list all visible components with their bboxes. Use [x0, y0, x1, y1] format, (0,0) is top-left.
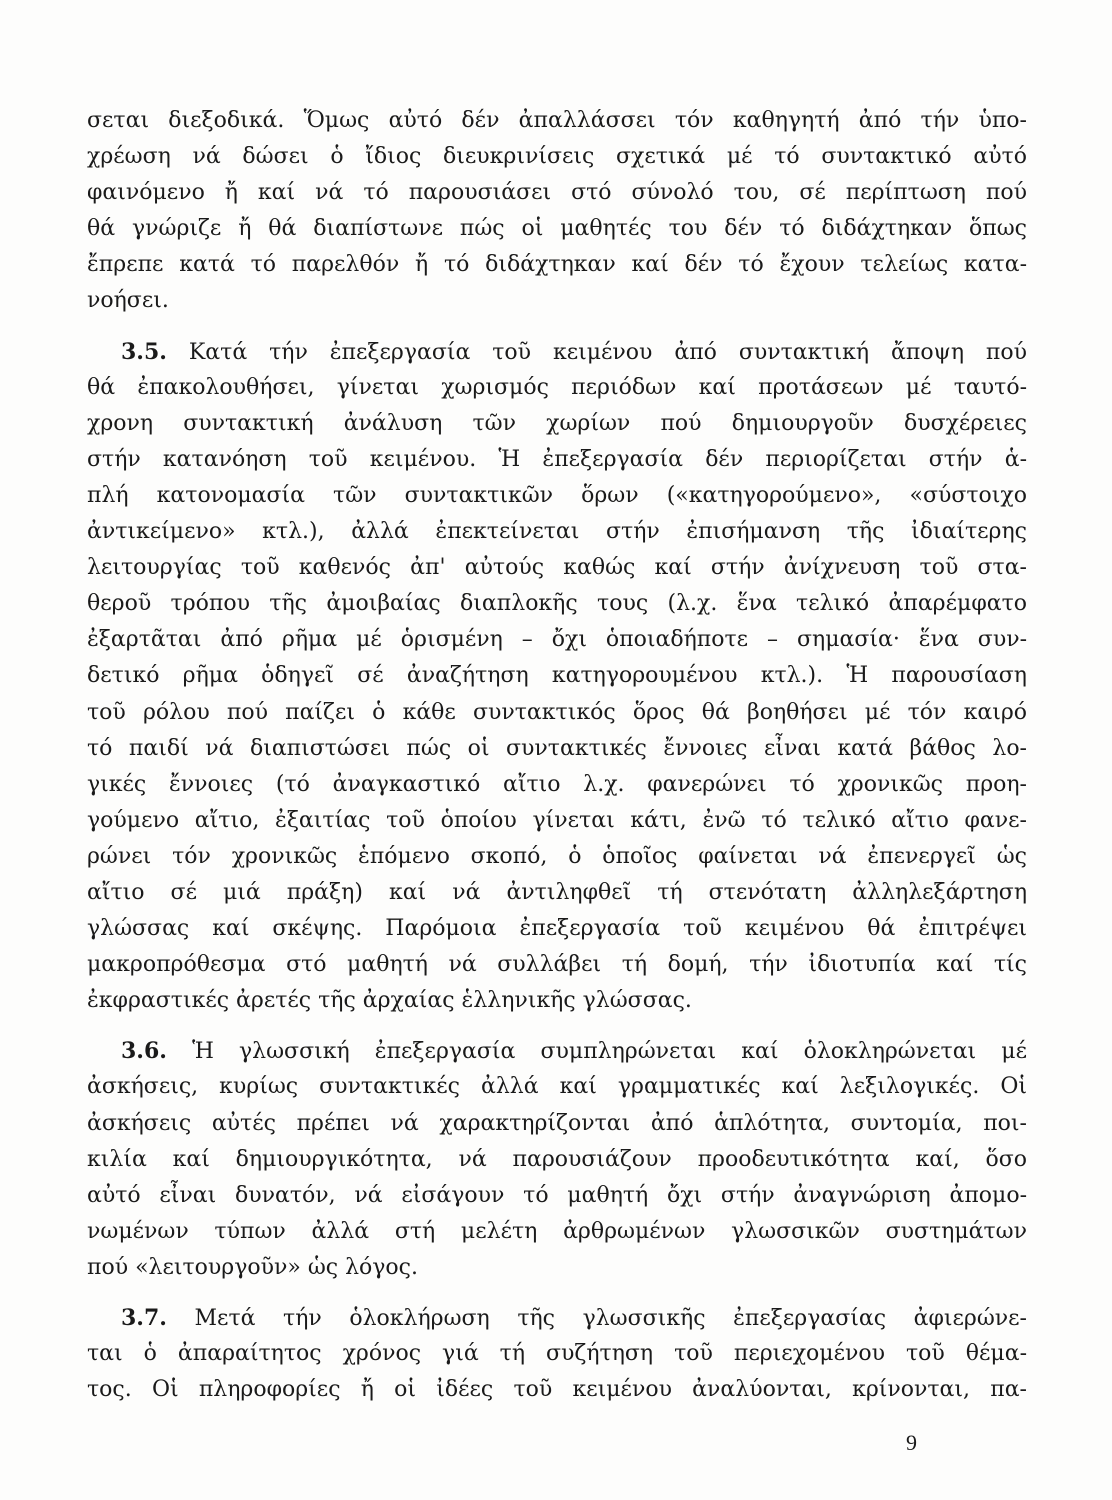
text-line: φαινόμενο ἤ καί νά τό παρουσιάσει στό σύνολό του, σέ περίπτωση πού — [87, 180, 1027, 206]
section-number: 3.5. — [121, 338, 167, 365]
page-number: 9 — [906, 1430, 917, 1455]
text-line: δετικό ρῆμα ὁδηγεῖ σέ ἀναζήτηση κατηγορουμένου κτλ.). Ἡ παρουσίαση — [87, 663, 1027, 689]
text-line: ται ὁ ἀπαραίτητος χρόνος γιά τή συζήτηση τοῦ περιεχομένου τοῦ θέμα- — [87, 1341, 1027, 1367]
text-line: στήν κατανόηση τοῦ κειμένου. Ἡ ἐπεξεργασία δέν περιορίζεται στήν ἁ- — [87, 446, 1027, 472]
text-line: αὐτό εἶναι δυνατόν, νά εἰσάγουν τό μαθητή ὄχι στήν ἀναγνώριση ἀπομο- — [87, 1182, 1027, 1208]
text-line: τό παιδί νά διαπιστώσει πώς οἱ συντακτικές ἔννοιες εἶναι κατά βάθος λο- — [87, 735, 1027, 761]
text-line: νωμένων τύπων ἀλλά στή μελέτη ἀρθρωμένων γλωσσικῶν συστημάτων — [87, 1218, 1027, 1244]
text-line: θεροῦ τρόπου τῆς ἀμοιβαίας διαπλοκῆς τους (λ.χ. ἕνα τελικό ἀπαρέμφατο — [87, 591, 1027, 617]
paragraph-gap — [87, 1019, 1027, 1033]
paragraph-gap — [87, 1286, 1027, 1300]
section-number: 3.6. — [121, 1038, 167, 1065]
text-line: ἐκφραστικές ἀρετές τῆς ἀρχαίας ἑλληνικῆς γλώσσας. — [87, 988, 692, 1014]
page-body — [87, 103, 1027, 1408]
text-line: ἀντικείμενο» κτλ.), ἀλλά ἐπεκτείνεται στήν ἐπισήμανση τῆς ἰδιαίτερης — [87, 519, 1027, 545]
text-line: λειτουργίας τοῦ καθενός ἀπ' αὐτούς καθώς καί στήν ἀνίχνευση τοῦ στα- — [87, 555, 1027, 581]
text-line: κιλία καί δημιουργικότητα, νά παρουσιάζουν προοδευτικότητα καί, ὅσο — [87, 1146, 1027, 1172]
text-line — [87, 334, 1027, 370]
text-line: ἀσκήσεις, κυρίως συντακτικές ἀλλά καί γραμματικές καί λεξιλογικές. Οἱ — [87, 1074, 1027, 1100]
text-line: θά γνώριζε ἤ θά διαπίστωνε πώς οἱ μαθητές του δέν τό διδάχτηκαν ὅπως — [87, 216, 1027, 242]
text-line: πού «λειτουργοῦν» ὡς λόγος. — [87, 1254, 418, 1280]
paragraph-gap — [87, 320, 1027, 334]
text-line-content: Μετά τήν ὁλοκλήρωση τῆς γλωσσικῆς ἐπεξεργασίας ἀφιερώνε- — [166, 1306, 1027, 1331]
text-line: πλή κατονομασία τῶν συντακτικῶν ὅρων («κατηγορούμενο», «σύστοιχο — [87, 482, 1027, 508]
text-line: μακροπρόθεσμα στό μαθητή νά συλλάβει τή δομή, τήν ἰδιοτυπία καί τίς — [87, 952, 1027, 978]
text-line: χρονη συντακτική ἀνάλυση τῶν χωρίων πού δημιουργοῦν δυσχέρειες — [87, 410, 1027, 436]
text-line: χρέωση νά δώσει ὁ ἴδιος διευκρινίσεις σχετικά μέ τό συντακτικό αὐτό — [87, 144, 1027, 170]
text-line: τος. Οἱ πληροφορίες ἤ οἱ ἰδέες τοῦ κειμένου ἀναλύονται, κρίνονται, πα- — [87, 1377, 1027, 1403]
text-line: σεται διεξοδικά. Ὅμως αὐτό δέν ἀπαλλάσσει τόν καθηγητή ἀπό τήν ὑπο- — [87, 108, 1027, 133]
text-line: γλώσσας καί σκέψης. Παρόμοια ἐπεξεργασία τοῦ κειμένου θά ἐπιτρέψει — [87, 916, 1027, 942]
text-line: ἔπρεπε κατά τό παρελθόν ἤ τό διδάχτηκαν καί δέν τό ἔχουν τελείως κατα- — [87, 252, 1027, 278]
text-line: ρώνει τόν χρονικῶς ἑπόμενο σκοπό, ὁ ὁποῖος φαίνεται νά ἐπενεργεῖ ὡς — [87, 843, 1027, 869]
text-line: τοῦ ρόλου πού παίζει ὁ κάθε συντακτικός ὅρος θά βοηθήσει μέ τόν καιρό — [87, 699, 1027, 725]
text-line-content: Ἡ γλωσσική ἐπεξεργασία συμπληρώνεται καί ὁλοκληρώνεται μέ — [166, 1039, 1027, 1065]
text-line — [87, 1300, 1027, 1336]
text-line-content: Κατά τήν ἐπεξεργασία τοῦ κειμένου ἀπό συντακτική ἄποψη πού — [166, 339, 1027, 365]
section-number: 3.7. — [121, 1305, 167, 1331]
section-3-5 — [87, 334, 1027, 1020]
text-line: ἐξαρτᾶται ἀπό ρῆμα μέ ὁρισμένη – ὄχι ὁποιαδήποτε – σημασία· ἕνα συν- — [87, 627, 1027, 653]
text-line: γούμενο αἴτιο, ἐξαιτίας τοῦ ὁποίου γίνεται κάτι, ἐνῶ τό τελικό αἴτιο φανε- — [87, 807, 1027, 833]
text-line: ἀσκήσεις αὐτές πρέπει νά χαρακτηρίζονται ἀπό ἁπλότητα, συντομία, ποι- — [87, 1110, 1027, 1136]
text-line: θά ἐπακολουθήσει, γίνεται χωρισμός περιόδων καί προτάσεων μέ ταυτό- — [87, 374, 1027, 400]
paragraph — [87, 103, 1027, 320]
text-line: νοήσει. — [87, 288, 169, 314]
section-3-7 — [87, 1300, 1027, 1408]
text-line: αἴτιο σέ μιά πράξη) καί νά ἀντιληφθεῖ τή στενότατη ἀλληλεξάρτηση — [87, 879, 1027, 905]
text-line: γικές ἔννοιες (τό ἀναγκαστικό αἴτιο λ.χ. φανερώνει τό χρονικῶς προη- — [87, 771, 1027, 797]
text-line — [87, 1033, 1027, 1069]
section-3-6 — [87, 1033, 1027, 1286]
